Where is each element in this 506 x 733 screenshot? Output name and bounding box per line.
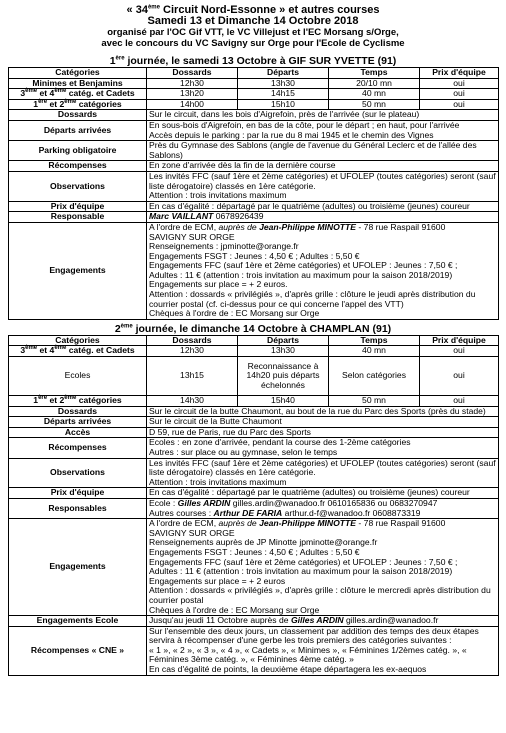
- cat-part: 1: [33, 98, 39, 109]
- table-row: [9, 99, 499, 110]
- responsables-text: [147, 498, 499, 518]
- row-prix: oui: [420, 396, 499, 407]
- prix-label: Prix d'équipe: [9, 488, 147, 499]
- prix-text: En cas d'égalité : départagé par le quatrième (adultes) ou troisième (jeunes) coureur: [147, 201, 499, 212]
- row-dossards: 12h30: [147, 78, 238, 89]
- engagements-line: Chèques à l'ordre de : EC Morsang sur Orge: [149, 308, 320, 319]
- engagements-line: Engagements FSGT : Jeunes : 4,50 € ; Adultes : 5,50 €: [149, 250, 360, 261]
- responsables-line: [149, 509, 496, 519]
- day2-heading-text: journée, le dimanche 14 Octobre à CHAMPLAN (91): [132, 322, 392, 335]
- row-category: [9, 89, 147, 100]
- cat-sup: ème: [64, 98, 77, 105]
- engagements-line: Adultes : 11 € (attention : trois invitation au maximum pour la saison 2018/2019): [149, 566, 453, 577]
- observations-line: Les invités FFC (sauf 1ère et 2ème catégories) et UFOLEP (toutes catégories) seront (sauf liste dérogatoire) classés en 1ère catégorie.: [149, 170, 496, 191]
- engagements-ecole-text: [147, 616, 499, 627]
- engagements-line: Engagements sur place = + 2 euros: [149, 575, 286, 586]
- engagements-line: SAVIGNY SUR ORGE: [149, 231, 235, 242]
- day2-observations-row: [9, 458, 499, 488]
- cat-part: 1: [33, 395, 39, 406]
- day2-heading-sup: ème: [120, 323, 133, 330]
- observations-line: Attention : trois invitations maximum: [149, 190, 287, 201]
- day1-parking-row: [9, 141, 499, 161]
- engagements-line: Engagements FFC (sauf 1ère et 2ème catégories) et UFOLEP : Jeunes : 7,50 € ;: [149, 260, 458, 271]
- row-category: Ecoles: [9, 357, 147, 396]
- recompenses-line: Autres : sur place ou au gymnase, selon le temps: [149, 447, 338, 457]
- cne-line: Sur l'ensemble des deux jours, un classement par addition des temps des deux étapes servira à récompenser d'une gerbe les trois premiers des catégories suivantes :: [149, 625, 479, 646]
- row-temps: 40 mn: [329, 346, 420, 357]
- table-row: [9, 357, 499, 396]
- day2-heading: [8, 323, 498, 335]
- col-prix: Prix d'équipe: [420, 68, 499, 79]
- cat-part: catég. et Cadets: [66, 345, 135, 356]
- cat-sup: ème: [54, 88, 67, 95]
- departs-text: [147, 120, 499, 140]
- recompenses-text: En zone d'arrivée dès la fin de la dernière course: [147, 161, 499, 172]
- row-temps: 40 mn: [329, 89, 420, 100]
- cat-sup: ème: [64, 395, 77, 402]
- col-temps: Temps: [329, 68, 420, 79]
- header-organizers: organisé par l'OC Gif VTT, le VC Villejust et l'EC Morsang s/Orge,: [107, 27, 399, 38]
- row-departs: 15h10: [238, 99, 329, 110]
- col-dossards: Dossards: [147, 335, 238, 346]
- row-prix: oui: [420, 346, 499, 357]
- engagements-line: Renseignements : jpminotte@orange.fr: [149, 241, 299, 252]
- resp-part: Ecole :: [149, 497, 178, 508]
- row-category: [9, 99, 147, 110]
- prix-text: En cas d'égalité : départagé par le quatrième (adultes) ou troisième (jeunes) coureur: [147, 488, 499, 499]
- day2-acces-row: [9, 427, 499, 438]
- day1-prix-row: [9, 201, 499, 212]
- observations-label: Observations: [9, 458, 147, 488]
- table-row: [9, 396, 499, 407]
- eng-contact-name: Jean-Philippe MINOTTE: [259, 518, 357, 529]
- row-temps: 50 mn: [329, 396, 420, 407]
- col-dossards: Dossards: [147, 68, 238, 79]
- cat-sup: ère: [38, 98, 48, 105]
- row-prix: oui: [420, 99, 499, 110]
- resp-part: Autres courses :: [149, 507, 214, 518]
- cat-sup: ème: [25, 345, 38, 352]
- parking-label: Parking obligatoire: [9, 141, 147, 161]
- eng-part: auprès de: [218, 221, 260, 232]
- day1-heading-num: 1: [109, 55, 116, 67]
- responsable-text: [147, 212, 499, 223]
- cne-text: [147, 626, 499, 675]
- header-title-sup: ème: [147, 4, 160, 11]
- engagements-line: Renseignements auprès de JP Minotte jpminotte@orange.fr: [149, 537, 378, 548]
- cat-part: 3: [20, 345, 26, 356]
- eng-part: auprès de: [218, 518, 260, 529]
- day2-departs-row: [9, 417, 499, 428]
- day1-observations-row: [9, 171, 499, 201]
- day2-recompenses-row: [9, 438, 499, 458]
- header-title-part: « 34: [126, 4, 148, 16]
- observations-text: [147, 171, 499, 201]
- row-prix: oui: [420, 89, 499, 100]
- table-row: [9, 346, 499, 357]
- day1-table: [8, 67, 499, 320]
- row-departs: 13h30: [238, 78, 329, 89]
- recompenses-text: [147, 438, 499, 458]
- responsable-name: Marc VAILLANT: [149, 211, 214, 222]
- row-temps: 50 mn: [329, 99, 420, 110]
- cat-part: et 2: [47, 98, 65, 109]
- acces-text: D 59, rue de Paris, rue du Parc des Sports: [147, 427, 499, 438]
- eng-part: - 78 rue Raspail 91600: [356, 221, 446, 232]
- eng-part: A l'ordre de ECM,: [149, 221, 219, 232]
- day2-heading-num: 2: [114, 322, 121, 335]
- recompenses-label: Récompenses: [9, 438, 147, 458]
- engagements-ecole-label: Engagements Ecole: [9, 616, 147, 627]
- engagements-label: Engagements: [9, 222, 147, 319]
- day1-heading: [8, 55, 498, 67]
- row-departs: 15h40: [238, 396, 329, 407]
- dossards-text: Sur le circuit, dans les bois d'Aigrefoin, près de l'arrivée (sur le plateau): [147, 110, 499, 121]
- page: [8, 5, 498, 676]
- row-temps: 20/10 mn: [329, 78, 420, 89]
- acces-label: Accès: [9, 427, 147, 438]
- cat-sup: ème: [54, 345, 67, 352]
- cne-label: Récompenses « CNE »: [9, 626, 147, 675]
- engagements-line: Engagements FSGT : Jeunes : 4,50 € ; Adultes : 5,50 €: [149, 546, 360, 557]
- cat-sup: ème: [25, 88, 38, 95]
- table-row: [9, 89, 499, 100]
- day2-responsables-row: [9, 498, 499, 518]
- dossards-label: Dossards: [9, 406, 147, 417]
- header-dates: Samedi 13 et Dimanche 14 Octobre 2018: [147, 15, 359, 27]
- resp-name: Arthur DE FARIA: [213, 507, 283, 518]
- row-category: [9, 396, 147, 407]
- engecole-part: Jusqu'au jeudi 11 Octobre auprès de: [149, 615, 291, 626]
- responsable-phone: 0678926439: [213, 211, 264, 222]
- departs-label: Départs arrivées: [9, 120, 147, 140]
- recompenses-line: Ecoles : en zone d'arrivée, pendant la course des 1-2ème catégories: [149, 437, 411, 448]
- day1-responsable-row: [9, 212, 499, 223]
- engagements-line: Engagements FFC (sauf 1ère et 2ème catégories) et UFOLEP : Jeunes : 7,50 € ;: [149, 556, 458, 567]
- cat-part: et 4: [37, 88, 55, 99]
- row-dossards: 13h20: [147, 89, 238, 100]
- observations-label: Observations: [9, 171, 147, 201]
- header-title-rest: Circuit Nord-Essonne » et autres courses: [159, 4, 380, 16]
- cne-line: « 1 », « 2 », « 3 », « 4 », « Cadets », « Minimes », « Féminines 1/2èmes catég. », « Féminines 3ème catég. », « Féminines 4ème catég. »: [149, 644, 467, 665]
- observations-line: Les invités FFC (sauf 1ère et 2ème catégories) et UFOLEP (toutes catégories) seront (sauf liste dérogatoire) classés en 1ère catégorie.: [149, 457, 496, 478]
- resp-part: arthur.d-f@wanadoo.fr 0608873319: [282, 507, 421, 518]
- day1-heading-sup: ère: [115, 55, 125, 62]
- engagements-label: Engagements: [9, 519, 147, 616]
- prix-label: Prix d'équipe: [9, 201, 147, 212]
- engagements-line: Adultes : 11 € (attention : trois invitation au maximum pour la saison 2018/2019): [149, 269, 453, 280]
- dossards-text: Sur le circuit de la butte Chaumont, au bout de la rue du Parc des Sports (près du stade): [147, 406, 499, 417]
- day2-columns-row: [9, 335, 499, 346]
- row-dossards: 14h00: [147, 99, 238, 110]
- cat-part: 3: [20, 88, 26, 99]
- observations-line: Attention : trois invitations maximum: [149, 476, 287, 487]
- day2-dossards-row: [9, 406, 499, 417]
- col-departs: Départs: [238, 335, 329, 346]
- day1-columns-row: [9, 68, 499, 79]
- day1-dossards-row: [9, 110, 499, 121]
- day2-cne-row: [9, 626, 499, 675]
- row-prix: oui: [420, 78, 499, 89]
- cne-line: En cas d'égalité de points, la deuxième étape départagera les ex-aequos: [149, 664, 427, 675]
- cat-part: et 2: [47, 395, 65, 406]
- resp-name: Gilles ARDIN: [177, 497, 231, 508]
- cat-part: et 4: [37, 345, 55, 356]
- engecole-name: Gilles ARDIN: [290, 615, 344, 626]
- header: [8, 5, 498, 49]
- day2-engagements-ecole-row: [9, 616, 499, 627]
- cat-sup: ère: [38, 395, 48, 402]
- engagements-line: SAVIGNY SUR ORGE: [149, 527, 235, 538]
- recompenses-label: Récompenses: [9, 161, 147, 172]
- engagements-text: [147, 222, 499, 319]
- engagements-text: [147, 519, 499, 616]
- day1-departs-row: [9, 120, 499, 140]
- engagements-line: Attention : dossards « privilégiés », d'après grille : clôture le jeudi après distribution du courrier postal (cf. ci-dessus pour ce qui concerne l'appel des VTT): [149, 289, 476, 309]
- cat-part: catég. et Cadets: [66, 88, 135, 99]
- col-temps: Temps: [329, 335, 420, 346]
- engecole-part: gilles.ardin@wanadoo.fr: [343, 615, 439, 626]
- col-categories: Catégories: [9, 68, 147, 79]
- eng-part: A l'ordre de ECM,: [149, 518, 219, 529]
- day1-recompenses-row: [9, 161, 499, 172]
- engagements-line: Attention : dossards « privilégiés », d'après grille : clôture le mercredi après distribution du courrier postal: [149, 585, 491, 605]
- row-dossards: 13h15: [147, 357, 238, 396]
- cat-part: catégories: [76, 395, 122, 406]
- table-row: [9, 78, 499, 89]
- header-support: avec le concours du VC Savigny sur Orge pour l'Ecole de Cyclisme: [101, 38, 405, 49]
- departs-line: Accès depuis le parking : par la rue du 8 mai 1945 et le chemin des Vignes: [149, 129, 434, 140]
- row-temps: Selon catégories: [329, 357, 420, 396]
- col-categories: Catégories: [9, 335, 147, 346]
- departs-text: Sur le circuit de la Butte Chaumont: [147, 417, 499, 428]
- day2-engagements-row: [9, 519, 499, 616]
- cat-part: catégories: [76, 98, 122, 109]
- row-category: Minimes et Benjamins: [9, 78, 147, 89]
- row-departs: Reconnaissance à 14h20 puis départs échelonnés: [238, 357, 329, 396]
- eng-part: - 78 rue Raspail 91600: [356, 518, 446, 529]
- parking-text: Près du Gymnase des Sablons (angle de l'avenue du Général Leclerc et de l'allée des Sablons): [147, 141, 499, 161]
- observations-text: [147, 458, 499, 488]
- row-departs: 13h30: [238, 346, 329, 357]
- engagements-line: Engagements sur place = + 2 euros.: [149, 279, 288, 290]
- row-dossards: 14h30: [147, 396, 238, 407]
- departs-label: Départs arrivées: [9, 417, 147, 428]
- responsables-label: Responsables: [9, 498, 147, 518]
- resp-part: gilles.ardin@wanadoo.fr 0610165836 ou 0683270947: [230, 497, 438, 508]
- col-departs: Départs: [238, 68, 329, 79]
- row-departs: 14h15: [238, 89, 329, 100]
- engagements-line: Chèques à l'ordre de : EC Morsang sur Orge: [149, 604, 320, 615]
- row-prix: oui: [420, 357, 499, 396]
- day1-heading-text: journée, le samedi 13 Octobre à GIF SUR YVETTE (91): [124, 55, 397, 67]
- row-dossards: 12h30: [147, 346, 238, 357]
- eng-contact-name: Jean-Philippe MINOTTE: [259, 221, 357, 232]
- dossards-label: Dossards: [9, 110, 147, 121]
- day2-table: [8, 335, 499, 676]
- day2-prix-row: [9, 488, 499, 499]
- departs-line: En sous-bois d'Aigrefoin, en bas de la côte, pour le départ ; en haut, pour l'arrivée: [149, 119, 460, 130]
- row-category: [9, 346, 147, 357]
- col-prix: Prix d'équipe: [420, 335, 499, 346]
- responsable-label: Responsable: [9, 212, 147, 223]
- day1-engagements-row: [9, 222, 499, 319]
